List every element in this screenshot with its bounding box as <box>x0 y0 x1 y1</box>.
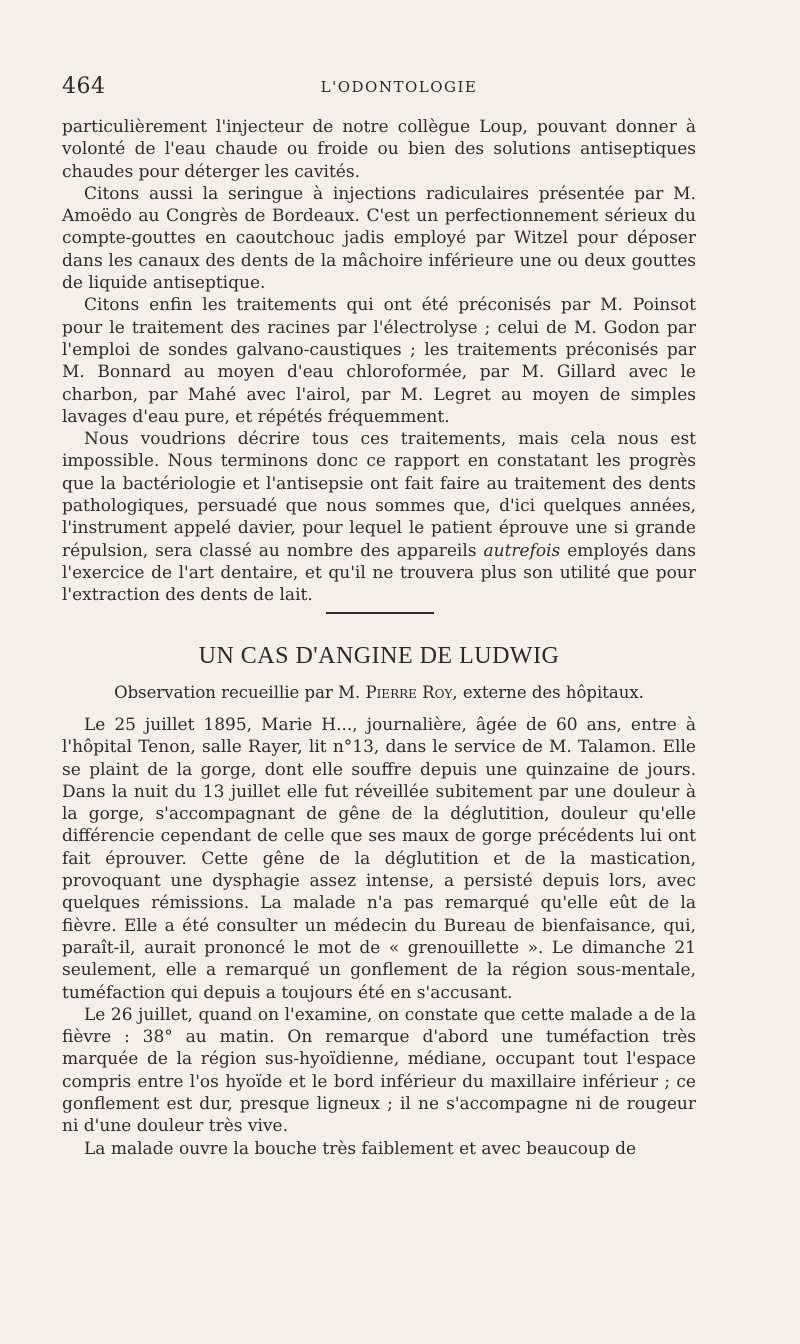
article-continuation <box>62 116 696 607</box>
paragraph: Citons aussi la seringue à injections radiculaires présentée par M. Amoëdo au Congrès de Bordeaux. C'est un perfectionnement sérieux du compte-gouttes en caoutchouc jadis employé par Witzel pour déposer dans les canaux des dents de la mâchoire inférieure une ou deux gouttes de liquide antiseptique. <box>62 183 696 294</box>
section-title: UN CAS D'ANGINE DE LUDWIG <box>198 643 560 669</box>
subtitle-text: , externe des hôpitaux. <box>452 683 644 702</box>
paragraph: Citons enfin les traitements qui ont été préconisés par M. Poinsot pour le traitement des racines par l'électrolyse ; celui de M. Godon par l'emploi de sondes galvano-caustiques ; les traitements préconisés par M. Bonnard au moyen d'eau chloroformée, par M. Gillard avec le charbon, par Mahé avec l'airol, par M. Legret au moyen de simples lavages d'eau pure, et répétés fréquemment. <box>62 295 696 427</box>
case-report <box>62 714 696 1160</box>
page-header <box>62 74 696 104</box>
paragraph-text: employés dans l'exercice de l'art dentaire, et qu'il ne trouvera plus son utilité que pour l'extraction des dents de lait. <box>62 540 697 606</box>
page-number: 464 <box>62 74 106 99</box>
paragraph: particulièrement l'injecteur de notre collègue Loup, pouvant donner à volonté de l'eau chaude ou froide ou bien des solutions antiseptiques chaudes pour déterger les cavités. <box>62 117 696 182</box>
paragraph: Le 26 juillet, quand on l'examine, on constate que cette malade a de la fièvre : 38° au matin. On remarque d'abord une tuméfaction très marquée de la région sus-hyoïdienne, médiane, occupant tout l'espace compris entre l'os hyoïde et le bord inférieur du maxillaire inférieur ; ce gonflement est dur, presque ligneux ; il ne s'accompagne ni de rougeur ni d'une douleur très vive. <box>62 1004 696 1137</box>
subtitle-text: Observation recueillie par M. <box>114 683 366 702</box>
author-name: Pierre Roy <box>365 683 453 702</box>
section-subtitle <box>62 683 696 702</box>
section-divider <box>326 612 434 614</box>
paragraph <box>62 428 696 606</box>
paragraph: La malade ouvre la bouche très faiblement et avec beaucoup de <box>84 1138 637 1159</box>
paragraph-text: Nous voudrions décrire tous ces traitements, mais cela nous est impossible. Nous terminons donc ce rapport en constatant les progrès que la bactériologie et l'antisepsie ont fait faire au traitement des dents pathologiques, persuadé que nous sommes que, d'ici quelques années, l'instrument appelé davier, pour lequel le patient éprouve une si grande répulsion, sera classé au nombre des appareils <box>62 429 696 561</box>
paragraph: Le 25 juillet 1895, Marie H..., journalière, âgée de 60 ans, entre à l'hôpital Tenon, salle Rayer, lit n°13, dans le service de M. Talamon. Elle se plaint de la gorge, dont elle souffre depuis une quinzaine de jours. Dans la nuit du 13 juillet elle fut réveillée subitement par une douleur à la gorge, s'accompagnant de gêne de la déglutition, douleur qu'elle différencie cependant de celle que ses maux de gorge précédents lui ont fait éprouver. Cette gêne de la déglutition et de la mastication, provoquant une dysphagie assez intense, a persisté depuis lors, avec quelques rémissions. La malade n'a pas remarqué qu'elle eût de la fièvre. Elle a été consulter un médecin du Bureau de bienfaisance, qui, paraît-il, aurait prononcé le mot de « grenouillette ». Le dimanche 21 seulement, elle a remarqué un gonflement de la région sous-mentale, tuméfaction qui depuis a toujours été en s'accusant. <box>62 715 696 1003</box>
running-title: L'ODONTOLOGIE <box>320 78 478 96</box>
italic-word: autrefois <box>483 540 561 561</box>
